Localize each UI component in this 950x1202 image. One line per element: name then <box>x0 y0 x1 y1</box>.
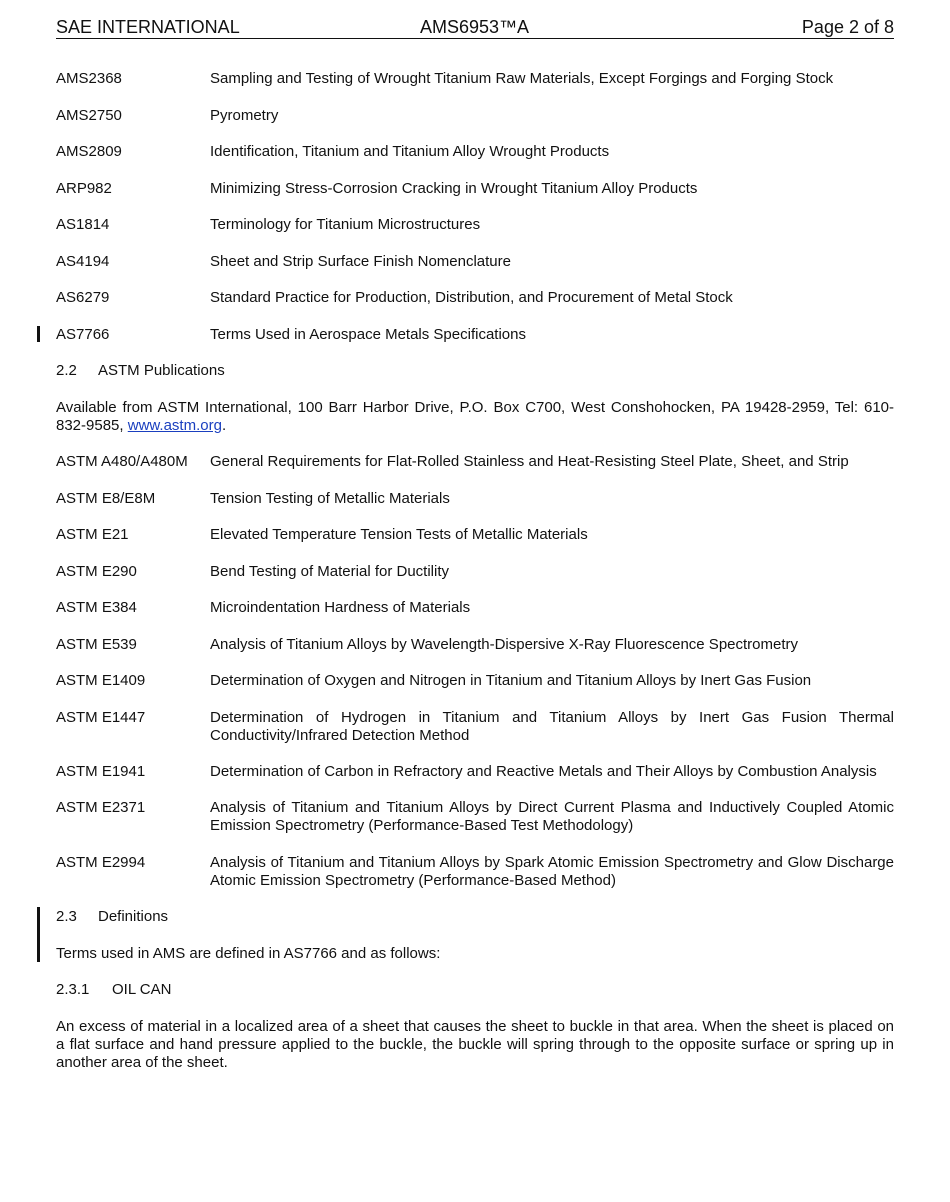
reference-title: Analysis of Titanium and Titanium Alloys by Direct Current Plasma and Inductively Coupled Atomic Emission Spectrometry (Performance-Based Test Methodology) <box>210 799 894 834</box>
section-2-2-heading <box>56 362 225 379</box>
header-doc-number: AMS6953™A <box>420 17 530 37</box>
header-org: SAE INTERNATIONAL <box>56 17 240 37</box>
page-header <box>56 16 894 39</box>
reference-row <box>56 216 894 253</box>
reference-code: ASTM E539 <box>56 636 137 653</box>
reference-code: ASTM E2994 <box>56 854 146 871</box>
reference-title: Microindentation Hardness of Materials <box>210 599 471 616</box>
reference-code: ASTM E290 <box>56 563 137 580</box>
section-number: 2.3.1 <box>56 981 90 998</box>
section-title: OIL CAN <box>112 981 172 998</box>
section-2-3-heading <box>56 908 168 925</box>
reference-title: Terms Used in Aerospace Metals Specifications <box>210 325 526 343</box>
reference-title: Determination of Hydrogen in Titanium and Titanium Alloys by Inert Gas Fusion Thermal Conductivity/Infrared Detection Method <box>210 709 894 744</box>
reference-title: Determination of Oxygen and Nitrogen in Titanium and Titanium Alloys by Inert Gas Fusion <box>210 672 812 689</box>
section-2-3-1-heading <box>56 981 171 998</box>
reference-row <box>56 326 894 363</box>
reference-row <box>56 143 894 180</box>
reference-code: ARP982 <box>56 179 112 197</box>
section-title: Definitions <box>98 908 169 925</box>
reference-title: Terminology for Titanium Microstructures <box>210 216 481 233</box>
section-title: ASTM Publications <box>98 362 225 379</box>
reference-title: General Requirements for Flat-Rolled Stainless and Heat-Resisting Steel Plate, Sheet, and Strip <box>210 453 849 470</box>
section-number: 2.3 <box>56 908 77 925</box>
reference-code: ASTM E2371 <box>56 799 146 816</box>
reference-code: ASTM E384 <box>56 599 137 616</box>
reference-code: AMS2368 <box>56 70 122 87</box>
reference-title: Pyrometry <box>210 106 279 124</box>
definitions-intro: Terms used in AMS are defined in AS7766 and as follows: <box>56 945 441 962</box>
section-number: 2.2 <box>56 362 77 379</box>
reference-title: Analysis of Titanium and Titanium Alloys by Spark Atomic Emission Spectrometry and Glow Discharge Atomic Emission Spectrometry (Performance-Based Method) <box>210 854 894 889</box>
reference-code: ASTM E1447 <box>56 709 146 726</box>
reference-code: AS4194 <box>56 252 110 270</box>
reference-code: AMS2809 <box>56 143 122 160</box>
header-page-number: Page 2 of 8 <box>801 17 894 37</box>
revision-change-bar <box>37 326 40 342</box>
reference-code: AS7766 <box>56 325 110 343</box>
reference-row <box>56 107 894 144</box>
reference-row <box>56 289 894 326</box>
reference-title: Elevated Temperature Tension Tests of Metallic Materials <box>210 526 588 543</box>
reference-title: Bend Testing of Material for Ductility <box>210 563 449 580</box>
reference-code: AMS2750 <box>56 106 122 124</box>
reference-row <box>56 180 894 217</box>
reference-title: Tension Testing of Metallic Materials <box>210 490 450 507</box>
revision-change-bar <box>37 907 40 962</box>
reference-code: ASTM E1941 <box>56 763 146 780</box>
reference-code: AS6279 <box>56 289 110 306</box>
reference-title: Standard Practice for Production, Distribution, and Procurement of Metal Stock <box>210 289 733 306</box>
reference-title: Sheet and Strip Surface Finish Nomenclature <box>210 252 511 270</box>
reference-title: Identification, Titanium and Titanium Alloy Wrought Products <box>210 143 610 160</box>
reference-title: Analysis of Titanium Alloys by Wavelength-Dispersive X-Ray Fluorescence Spectrometry <box>210 636 799 653</box>
astm-intro-end: . <box>221 417 227 434</box>
reference-row <box>56 70 894 107</box>
reference-code: AS1814 <box>56 216 110 233</box>
oil-can-definition: An excess of material in a localized area of a sheet that causes the sheet to buckle in that area. When the sheet is placed on a flat surface and hand pressure applied to the buckle, the buckle will spring through to the opposite surface or spring up in another area of the sheet. <box>56 1018 894 1071</box>
reference-code: ASTM A480/A480M <box>56 453 188 470</box>
reference-title: Minimizing Stress-Corrosion Cracking in Wrought Titanium Alloy Products <box>210 179 698 197</box>
reference-row <box>56 253 894 290</box>
reference-code: ASTM E21 <box>56 526 129 543</box>
reference-title: Determination of Carbon in Refractory and Reactive Metals and Their Alloys by Combustion Analysis <box>210 763 877 780</box>
reference-code: ASTM E1409 <box>56 672 146 689</box>
sae-reference-list <box>56 70 894 362</box>
astm-website-link[interactable]: www.astm.org <box>127 417 222 434</box>
astm-intro-text: Available from ASTM International, 100 Barr Harbor Drive, P.O. Box C700, West Conshohocken, PA 19428-2959, Tel: 610-832-9585, <box>56 399 894 434</box>
reference-title: Sampling and Testing of Wrought Titanium Raw Materials, Except Forgings and Forging Stock <box>210 70 834 87</box>
reference-code: ASTM E8/E8M <box>56 490 156 507</box>
astm-availability-paragraph <box>56 399 894 435</box>
